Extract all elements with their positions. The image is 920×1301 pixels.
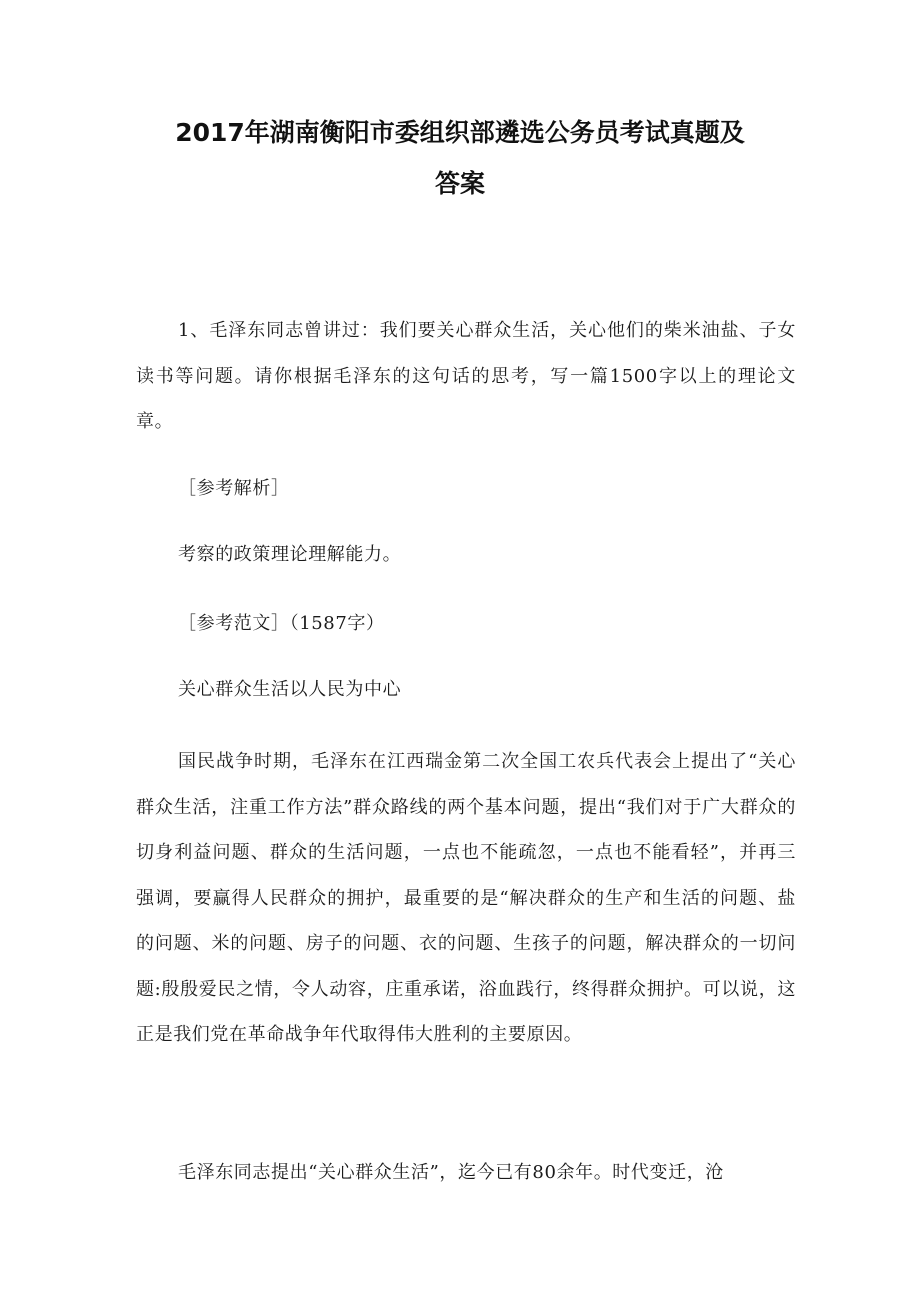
- document-title-line1: 2017年湖南衡阳市委组织部遴选公务员考试真题及: [175, 118, 745, 147]
- document-title-line2: 答案: [434, 169, 485, 198]
- question-1: 1、毛泽东同志曾讲过：我们要关心群众生活，关心他们的柴米油盐、子女读书等问题。请你根据毛泽东的这句话的思考，写一篇1500字以上的理论文章。: [136, 320, 796, 432]
- analysis-text: 考察的政策理论理解能力。: [178, 544, 402, 565]
- essay-paragraph: 国民战争时期，毛泽东在江西瑞金第二次全国工农兵代表会上提出了“关心群众生活，注重工作方法”群众路线的两个基本问题，提出“我们对于广大群众的切身利益问题、群众的生活问题，一点也不能疏忽，一点也不能看轻”，并再三强调，要赢得人民群众的拥护，最重要的是“解决群众的生产和生活的问题、盐的问题、米的问题、房子的问题、衣的问题、生孩子的问题，解决群众的一切问题:殷殷爱民之情，令人动容，庄重承诺，浴血践行，终得群众拥护。可以说，这正是我们党在革命战争年代取得伟大胜利的主要原因。: [136, 751, 796, 1045]
- sample-essay-title: 关心群众生活以人民为中心: [178, 679, 402, 700]
- essay-paragraph: 毛泽东同志提出“关心群众生活”，迄今已有80余年。时代变迁，沧: [178, 1162, 724, 1183]
- analysis-heading: ［参考解析］: [178, 478, 290, 499]
- sample-essay-heading: ［参考范文］（1587字）: [178, 613, 385, 634]
